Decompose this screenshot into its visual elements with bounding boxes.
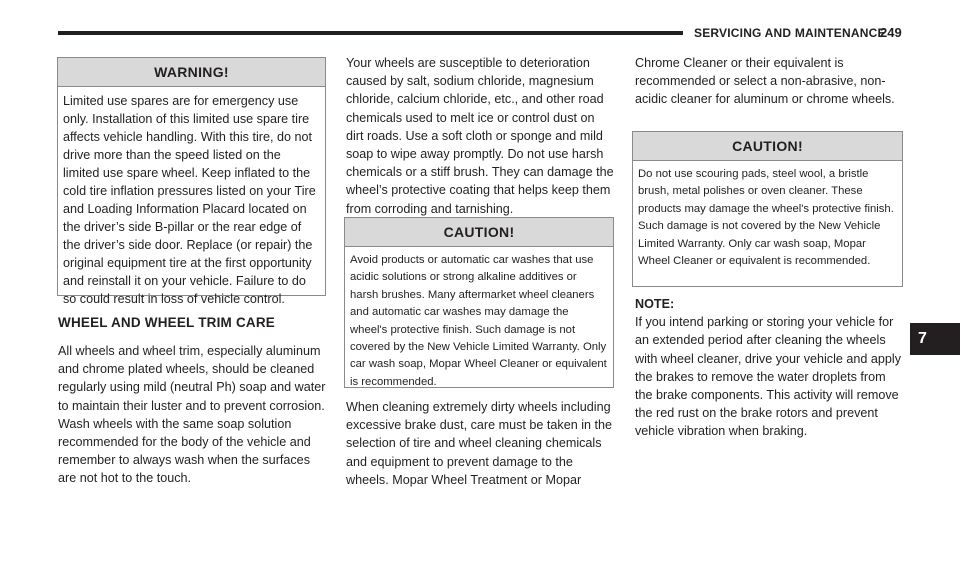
page-number: 249 (880, 25, 902, 40)
note-block (635, 295, 903, 441)
header-rule (58, 31, 683, 35)
caution-box-1 (344, 217, 614, 388)
note-label: NOTE: (635, 297, 675, 311)
warning-box (57, 57, 326, 306)
chrome-cleaner-paragraph: Chrome Cleaner or their equivalent is recommended or select a non-abrasive, non-acidic cleaner for aluminum or chrome wheels. (635, 56, 895, 107)
deterioration-paragraph: Your wheels are susceptible to deterioration caused by salt, sodium chloride, magnesium chloride, calcium chloride, etc., and other road chemicals used to melt ice or control dust on dirt roads. Use a soft cloth or sponge and mild soap to wipe away promptly. Do not use harsh chemicals or a stiff brush. They can damage the wheel’s protective coating that helps keep them from corroding and tarnishing. (346, 56, 614, 216)
chapter-tab: 7 (910, 323, 960, 355)
caution-title-2: CAUTION! (633, 132, 902, 161)
page-header-title: SERVICING AND MAINTENANCE (694, 26, 886, 40)
caution-title-1: CAUTION! (345, 218, 613, 247)
warning-text: Limited use spares are for emergency use only. Installation of this limited use spare tire affects vehicle handling. With this tire, do not drive more than the speed listed on the limited use spare wheel. Keep inflated to the cold tire inflation pressures listed on your Tire and Loading Information Placard located on the driver’s side B-pillar or the rear edge of the driver’s side door. Replace (or repair) the original equipment tire at the first opportunity and reinstall it on your vehicle. Failure to do so could result in loss of vehicle control. (63, 94, 316, 306)
section-heading: WHEEL AND WHEEL TRIM CARE (58, 315, 275, 330)
caution-text-1: Avoid products or automatic car washes that use acidic solutions or strong alkaline additives or harsh brushes. Many aftermarket wheel cleaners and automatic car washes may damage the wheel's protective finish. Such damage is not covered by the New Vehicle Limited Warranty. Only car wash soap, Mopar Wheel Cleaner or equivalent is recommended. (350, 254, 607, 388)
dirty-wheels-paragraph: When cleaning extremely dirty wheels including excessive brake dust, care must be taken in the selection of tire and wheel cleaning chemicals and equipment to prevent damage to the wheels. Mopar Wheel Treatment or Mopar (346, 400, 613, 487)
caution-box-2 (632, 131, 903, 287)
wheel-care-paragraph: All wheels and wheel trim, especially aluminum and chrome plated wheels, should be cleaned regularly using mild (neutral Ph) soap and water to maintain their luster and to prevent corrosion. Wash wheels with the same soap solution recommended for the body of the vehicle and remember to always wash when the surfaces are not hot to the touch. (58, 344, 326, 486)
warning-title: WARNING! (58, 58, 325, 87)
note-text: If you intend parking or storing your vehicle for an extended period after cleaning the wheels with wheel cleaner, drive your vehicle and apply the brakes to remove the water droplets from the brake components. This activity will remove the red rust on the brake rotors and prevent vehicle vibration when braking. (635, 315, 902, 439)
caution-text-2: Do not use scouring pads, steel wool, a bristle brush, metal polishes or oven cleaner. These products may damage the wheel's protective finish. Such damage is not covered by the New Vehicle Limited Warranty. Only car wash soap, Mopar Wheel Cleaner or equivalent is recommended. (638, 168, 894, 268)
